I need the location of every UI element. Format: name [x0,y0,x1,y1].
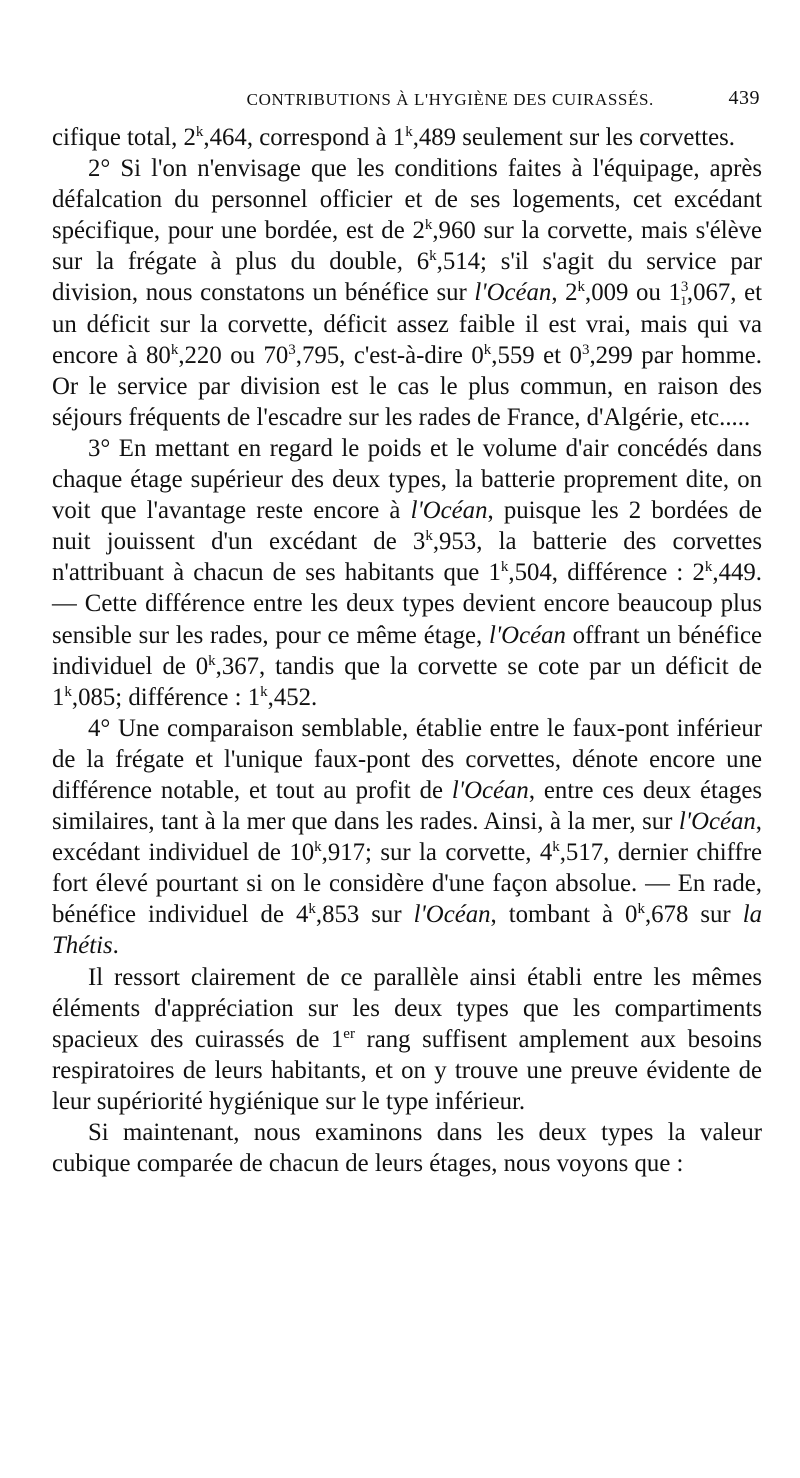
text-run: ,917; sur la corvette, 4 [321,839,553,867]
text-run: ,678 sur [644,901,743,929]
superscript: k [424,217,433,234]
italic-text: l'Océan [410,497,488,525]
text-run: ,514; s'il s'agit du service par division, nous constatons un bénéfice sur [52,248,762,307]
text-run: 3° En mettant en regard le poids et le volume d'air concédés dans chaque étage supérieur des deux types, la batterie proprement dite, on voit que l'avantage reste encore à [52,434,762,525]
text-run: ,067, et un déficit sur la corvette, déficit assez faible il est vrai, mais qui va encore à 80 [52,279,762,369]
text-run: ,960 sur la corvette, mais s'élève sur la frégate à plus du double, 6 [52,217,763,276]
superscript: k [170,341,179,358]
text-run: ,517, dernier chiffre fort élevé pourtant si on le considère d'une façon absolue. — En rade, bénéfice individuel de 4 [52,839,762,929]
superscript: 3 [581,341,590,358]
text-run: ,085; différence : 1 [71,683,261,711]
text-run: Il ressort clairement de ce parallèle ainsi établi entre les mêmes éléments d'appréciation sur les deux types que les compartiments spacieux des cuirassés de 1 [52,963,762,1053]
text-run: , excédant individuel de 10 [52,808,762,867]
text-run: , puisque les 2 bordées de nuit jouissent d'un excédant de 3 [52,497,762,556]
text-run: ,220 ou 70 [178,341,289,369]
text-run: ,795, c'est-à-dire 0 [295,341,484,369]
paragraph [52,1117,762,1179]
page-number: 439 [728,87,760,109]
italic-text: la Thétis [52,901,762,960]
italic-text: l'Océan [678,808,756,836]
text-run: ,953, la batterie des corvettes n'attribuant à chacun de ses habitants que 1 [52,528,762,587]
italic-text: l'Océan [488,621,566,649]
running-head: CONTRIBUTIONS À L'HYGIÈNE DES CUIRASSÉS. [246,90,654,109]
text-run: ,559 et 0 [491,341,582,369]
superscript: k [314,839,322,856]
paragraph [52,433,762,713]
paragraph [52,962,762,1117]
superscript: k [429,248,437,265]
page-header [52,80,760,110]
text-run: , 2 [551,279,578,307]
superscript: er [343,1025,355,1042]
text-run: . [112,932,119,960]
superscript: k [308,901,316,918]
italic-text: l'Océan [474,279,552,307]
text-run: ,853 sur [315,901,414,929]
paragraph [52,713,762,962]
superscript: k [405,124,413,140]
italic-text: l'Océan [451,776,529,804]
text-run: , entre ces deux étages similaires, tant à la mer que dans les rades. Ainsi, à la mer, sur [52,776,762,836]
text-run: ,489 seulement sur les corvettes. [412,124,735,151]
body-text [52,122,762,1179]
superscript: k [637,901,645,918]
text-run: ,464, correspond à 1 [203,124,406,151]
italic-text: l'Océan [413,901,491,929]
text-run: ,299 par homme. Or le service par division est le cas le plus commun, en raison des séjours fréquents de l'escadre sur les rades de France, d'Algérie, etc..... [52,341,763,431]
superscript: k [552,839,560,856]
superscript: k [577,279,586,296]
superscript: k [195,124,204,140]
text-run: ,449. — Cette différence entre les deux types devient encore beaucoup plus sensible sur les rades, pour ce même étage, [52,559,762,649]
paragraph [52,122,762,153]
text-run: ,009 ou 1 [585,279,681,307]
superscript: 3 [288,341,296,358]
superscript: k [208,652,216,669]
paragraph [52,153,762,433]
superscript: k [500,559,509,576]
text-run: offrant un bénéfice individuel de 0 [52,621,762,680]
text-run: ,504, différence : 2 [508,559,705,587]
superscript: k [483,341,492,358]
text-run: 2° Si l'on n'envisage que les conditions faites à l'équipage, après défalcation du personnel officier et de ses logements, cet excédant spécifique, pour une bordée, est de 2 [52,155,762,245]
text-run: , tombant à 0 [490,901,638,929]
text-run: cifique total, 2 [52,124,196,151]
superscript: 3 [680,279,689,296]
superscript: k [260,683,268,700]
superscript: k [425,528,433,545]
superscript: k [64,683,72,700]
subscript: 1 [680,293,687,309]
text-run: Si maintenant, nous examinons dans les deux types la valeur cubique comparée de chacun de leurs étages, nous voyons que : [52,1119,762,1178]
text-run: 4° Une comparaison semblable, établie entre le faux-pont inférieur de la frégate et l'unique faux-pont des corvettes, dénote encore une différence notable, et tout au profit de [52,714,762,804]
text-run: rang suffisent amplement aux besoins respiratoires de leurs habitants, et on y trouve une preuve évidente de leur supériorité hygiénique sur le type inférieur. [52,1025,762,1115]
text-run: ,452. [267,683,318,711]
superscript: k [704,559,713,576]
text-run: ,367, tandis que la corvette se cote par un déficit de 1 [52,652,762,711]
